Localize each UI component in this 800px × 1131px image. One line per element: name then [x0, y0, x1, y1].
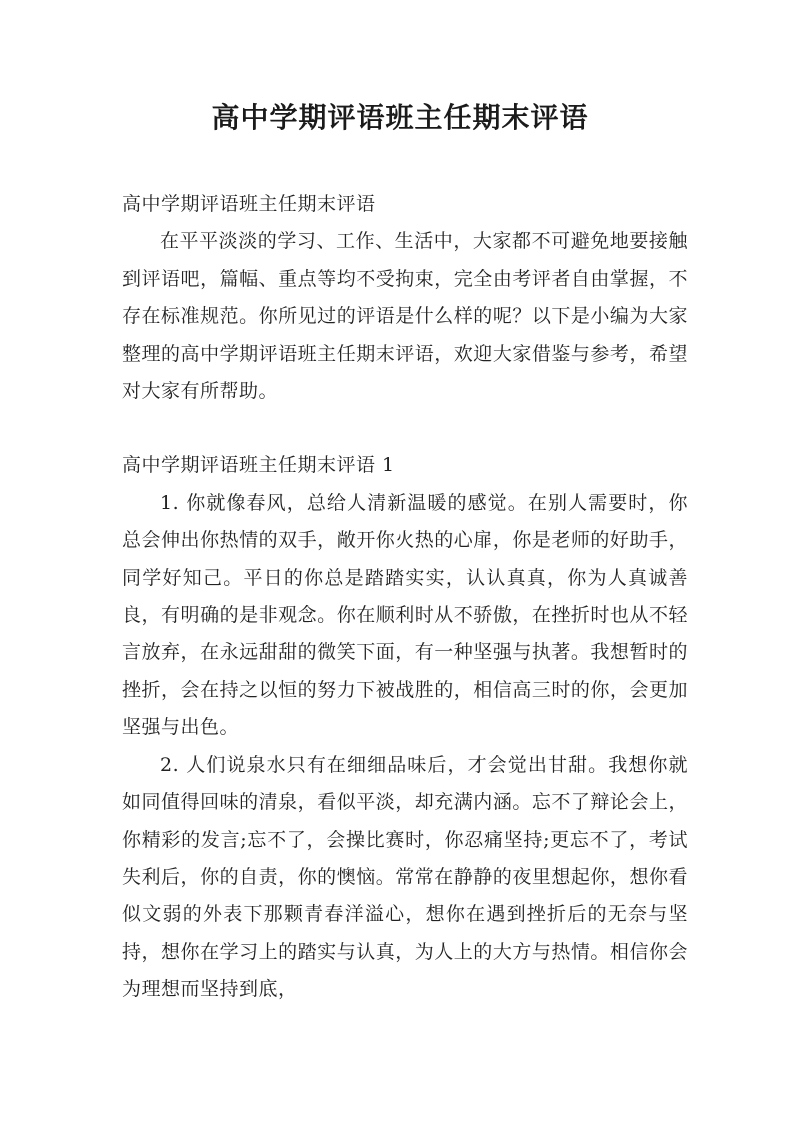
comment-paragraph-2: 2. 人们说泉水只有在细细品味后，才会觉出甘甜。我想你就如同值得回味的清泉，看似平淡，却充满内涵。忘不了辩论会上，你精彩的发言;忘不了，会操比赛时，你忍痛坚持;更忘不了，考试失利后，你的自责，你的懊恼。常常在静静的夜里想起你，想你看似文弱的外表下那颗青春洋溢心，想你在遇到挫折后的无奈与坚持，想你在学习上的踏实与认真，为人上的大方与热情。相信你会为理想而坚持到底， — [122, 753, 688, 1001]
document-body — [122, 186, 688, 1009]
comment-paragraph-1: 1. 你就像春风，总给人清新温暖的感觉。在别人需要时，你总会伸出你热情的双手，敞开你火热的心扉，你是老师的好助手，同学好知己。平日的你总是踏踏实实，认认真真，你为人真诚善良，有明确的是非观念。你在顺利时从不骄傲，在挫折时也从不轻言放弃，在永远甜甜的微笑下面，有一种坚强与执著。我想暂时的挫折，会在持之以恒的努力下被战胜的，相信高三时的你，会更加坚强与出色。 — [122, 491, 688, 739]
paragraph-spacer — [122, 410, 688, 447]
intro-paragraph: 在平平淡淡的学习、工作、生活中，大家都不可避免地要接触到评语吧，篇幅、重点等均不受拘束，完全由考评者自由掌握，不存在标准规范。你所见过的评语是什么样的呢？以下是小编为大家整理的高中学期评语班主任期末评语，欢迎大家借鉴与参考，希望对大家有所帮助。 — [122, 230, 688, 403]
section-heading: 高中学期评语班主任期末评语 — [122, 193, 376, 215]
subsection-heading: 高中学期评语班主任期末评语 1 — [122, 454, 395, 477]
document-title: 高中学期评语班主任期末评语 — [211, 101, 589, 134]
